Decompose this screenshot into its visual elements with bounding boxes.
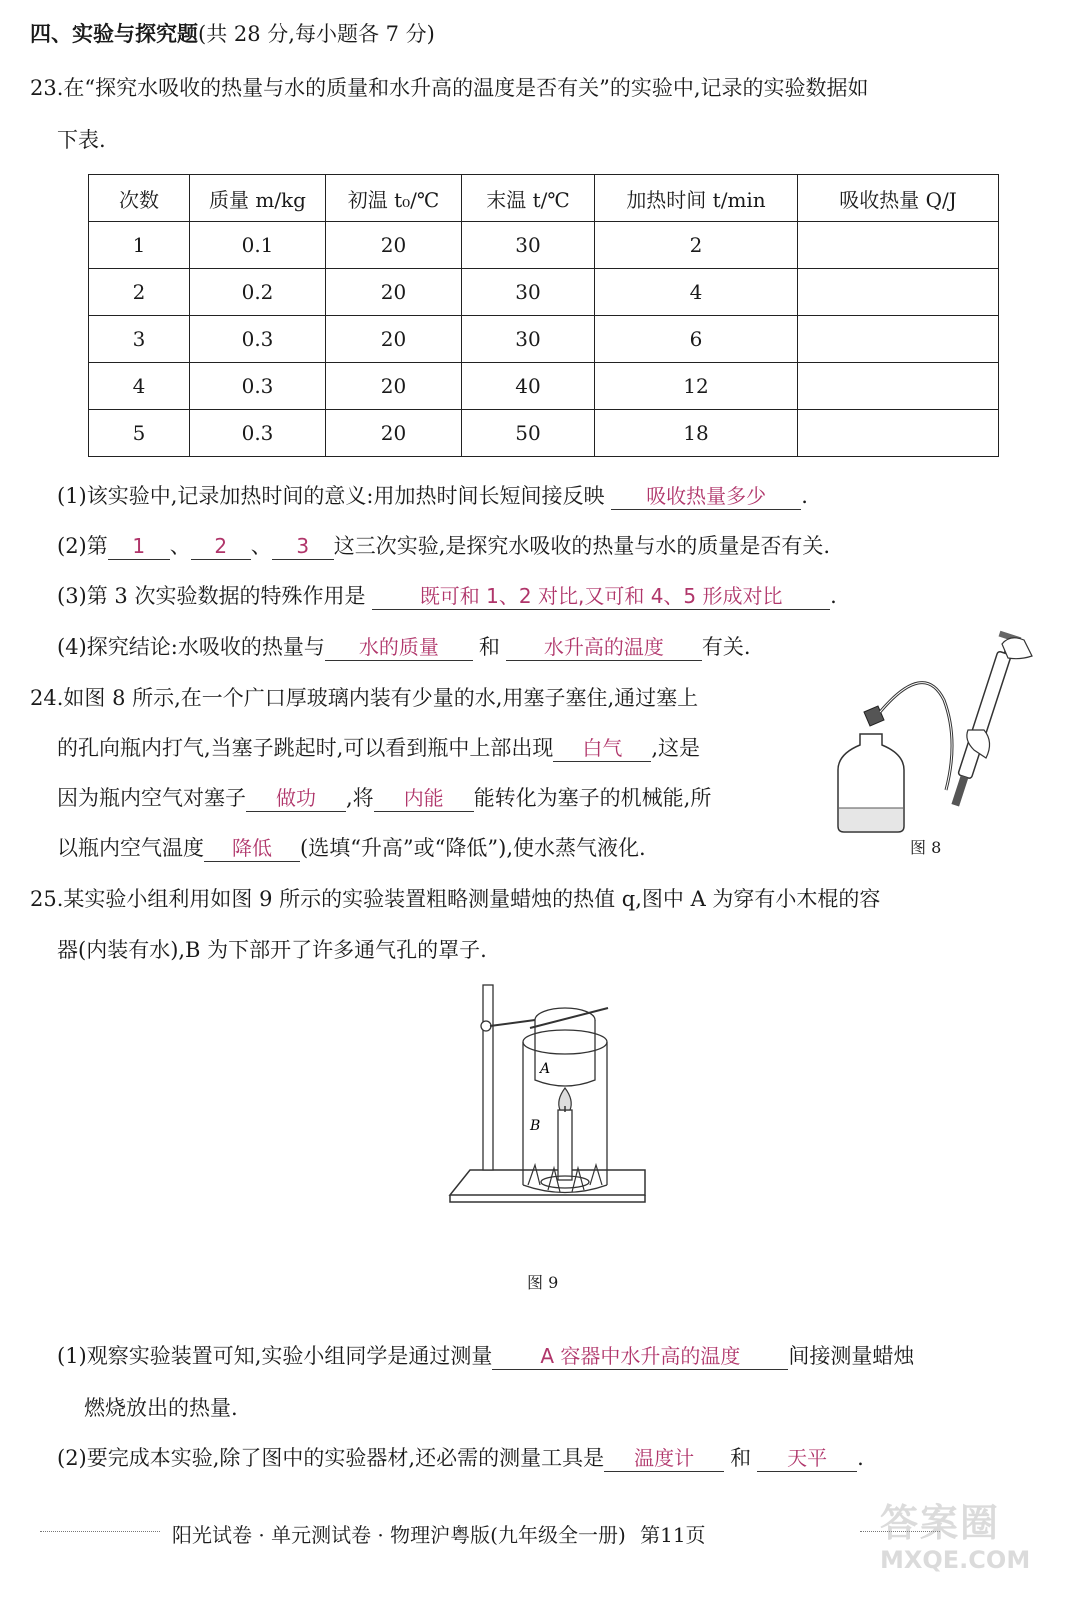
q24-line4	[57, 834, 646, 862]
page-number: 第11页	[640, 1523, 706, 1547]
q24-answer-zuogong: 做功	[246, 785, 346, 812]
watermark-line1: 答案圈	[880, 1501, 1001, 1545]
table-cell: 18	[595, 410, 798, 457]
q23-part3-answer: 既可和 1、2 对比,又可和 4、5 形成对比	[372, 583, 830, 610]
footer-divider-left	[40, 1531, 160, 1532]
q25-part2-mid: 和	[730, 1446, 752, 1470]
q24-line3-mid: ,将	[346, 786, 374, 810]
watermark-line2: MXQE.COM	[880, 1546, 1031, 1574]
q25-part2-prefix: (2)要完成本实验,除了图中的实验器材,还必需的测量工具是	[57, 1446, 605, 1470]
table-header-cell: 初温 t₀/℃	[326, 175, 462, 222]
q24-answer-baiqi: 白气	[553, 735, 651, 762]
q24-answer-neineng: 内能	[374, 785, 474, 812]
footer-text: 阳光试卷 · 单元测试卷 · 物理沪粤版(九年级全一册)	[172, 1523, 626, 1547]
table-cell: 3	[89, 316, 190, 363]
table-cell: 30	[462, 316, 595, 363]
table-cell-empty	[798, 316, 999, 363]
q25-part1	[57, 1342, 914, 1370]
q23-part4-suffix: 有关.	[701, 635, 751, 659]
q23-part4-answer-1: 水的质量	[325, 634, 473, 661]
table-cell: 0.3	[190, 363, 326, 410]
q25-part1-line2: 燃烧放出的热量.	[84, 1396, 238, 1420]
table-row	[89, 363, 999, 410]
table-row	[89, 316, 999, 363]
table-cell: 5	[89, 410, 190, 457]
q25-line1: 25.某实验小组利用如图 9 所示的实验装置粗略测量蜡烛的热值 q,图中 A 为穿有小木棍的容	[30, 887, 881, 911]
table-cell: 20	[326, 410, 462, 457]
table-cell: 1	[89, 222, 190, 269]
table-row	[89, 222, 999, 269]
q23-part1-answer: 吸收热量多少	[611, 483, 801, 510]
q23-part4-answer-2: 水升高的温度	[506, 634, 702, 661]
watermark-logo	[880, 1500, 1060, 1590]
figure-9-label-a: A	[540, 1061, 551, 1077]
q25-part2-answer-1: 温度计	[604, 1445, 724, 1472]
q24-line2-prefix: 的孔向瓶内打气,当塞子跳起时,可以看到瓶中上部出现	[57, 736, 554, 760]
table-row	[89, 410, 999, 457]
table-cell: 30	[462, 222, 595, 269]
q23-part1-prefix: (1)该实验中,记录加热时间的意义:用加热时间长短间接反映	[57, 484, 605, 508]
q23-stem-line1: 23.在“探究水吸收的热量与水的质量和水升高的温度是否有关”的实验中,记录的实验数据如	[30, 76, 869, 100]
q25-part1-suffix: 间接测量蜡烛	[788, 1344, 915, 1368]
table-cell: 0.2	[190, 269, 326, 316]
figure-9-caption: 图 9	[527, 1273, 559, 1292]
section-heading	[30, 20, 435, 48]
q23-part2	[57, 532, 830, 560]
q24-line1: 24.如图 8 所示,在一个广口厚玻璃内装有少量的水,用塞子塞住,通过塞上	[30, 686, 699, 710]
footer	[172, 1519, 706, 1548]
table-cell: 20	[326, 316, 462, 363]
q24-line3-suffix: 能转化为塞子的机械能,所	[473, 786, 712, 810]
q23-part4-mid: 和	[478, 635, 500, 659]
table-cell: 2	[89, 269, 190, 316]
table-cell: 40	[462, 363, 595, 410]
q23-part2-prefix: (2)第	[57, 534, 108, 558]
table-row	[89, 269, 999, 316]
q25-line2: 器(内装有水),B 为下部开了许多通气孔的罩子.	[57, 938, 487, 962]
table-cell-empty	[798, 363, 999, 410]
q23-part3-prefix: (3)第 3 次实验数据的特殊作用是	[57, 584, 366, 608]
q23-part2-answer-3: 3	[272, 533, 334, 560]
table-cell: 50	[462, 410, 595, 457]
figure-8-caption: 图 8	[910, 838, 942, 857]
q25-part1-prefix: (1)观察实验装置可知,实验小组同学是通过测量	[57, 1344, 493, 1368]
table-cell: 0.3	[190, 410, 326, 457]
figure-9-apparatus	[440, 980, 660, 1250]
q25-part2-suffix: .	[857, 1446, 864, 1470]
q25-part1-answer: A 容器中水升高的温度	[492, 1343, 788, 1370]
q23-part2-suffix: 这三次实验,是探究水吸收的热量与水的质量是否有关.	[333, 534, 831, 558]
table-cell: 2	[595, 222, 798, 269]
q23-part2-sep: 、	[169, 534, 191, 558]
table-cell: 30	[462, 269, 595, 316]
table-cell: 4	[89, 363, 190, 410]
table-cell-empty	[798, 269, 999, 316]
table-cell: 20	[326, 363, 462, 410]
table-cell-empty	[798, 222, 999, 269]
table-cell-empty	[798, 410, 999, 457]
table-header-cell: 次数	[89, 175, 190, 222]
q23-part2-sep: 、	[250, 534, 272, 558]
section-title: 四、实验与探究题	[30, 21, 198, 46]
q23-stem-line2: 下表.	[57, 128, 106, 152]
q23-part1	[57, 482, 808, 510]
table-cell: 4	[595, 269, 798, 316]
table-header-cell: 末温 t/℃	[462, 175, 595, 222]
q24-line2	[57, 734, 700, 762]
q24-line4-suffix: (选填“升高”或“降低”),使水蒸气液化.	[300, 836, 646, 860]
q23-part4	[57, 633, 751, 661]
table-cell: 20	[326, 269, 462, 316]
q23-part1-suffix: .	[801, 484, 808, 508]
q23-part3	[57, 582, 837, 610]
section-note: (共 28 分,每小题各 7 分)	[198, 22, 435, 46]
q23-part3-suffix: .	[830, 584, 837, 608]
q24-line3	[57, 784, 711, 812]
figure-9-label-b: B	[530, 1118, 541, 1134]
q23-part4-prefix: (4)探究结论:水吸收的热量与	[57, 635, 325, 659]
q24-line4-prefix: 以瓶内空气温度	[57, 836, 204, 860]
q23-data-table	[88, 174, 999, 457]
q25-part2	[57, 1444, 864, 1472]
q24-line3-prefix: 因为瓶内空气对塞子	[57, 786, 246, 810]
table-header-cell: 加热时间 t/min	[595, 175, 798, 222]
table-cell: 0.1	[190, 222, 326, 269]
table-cell: 12	[595, 363, 798, 410]
table-header-row	[89, 175, 999, 222]
table-cell: 0.3	[190, 316, 326, 363]
q25-part2-answer-2: 天平	[757, 1445, 857, 1472]
q24-line2-suffix: ,这是	[651, 736, 701, 760]
q23-part2-answer-2: 2	[191, 533, 251, 560]
table-cell: 20	[326, 222, 462, 269]
table-header-cell: 吸收热量 Q/J	[798, 175, 999, 222]
table-header-cell: 质量 m/kg	[190, 175, 326, 222]
q23-part2-answer-1: 1	[108, 533, 170, 560]
q24-answer-jiangdi: 降低	[204, 835, 300, 862]
table-cell: 6	[595, 316, 798, 363]
figure-8-bottle-pump	[834, 630, 1044, 840]
